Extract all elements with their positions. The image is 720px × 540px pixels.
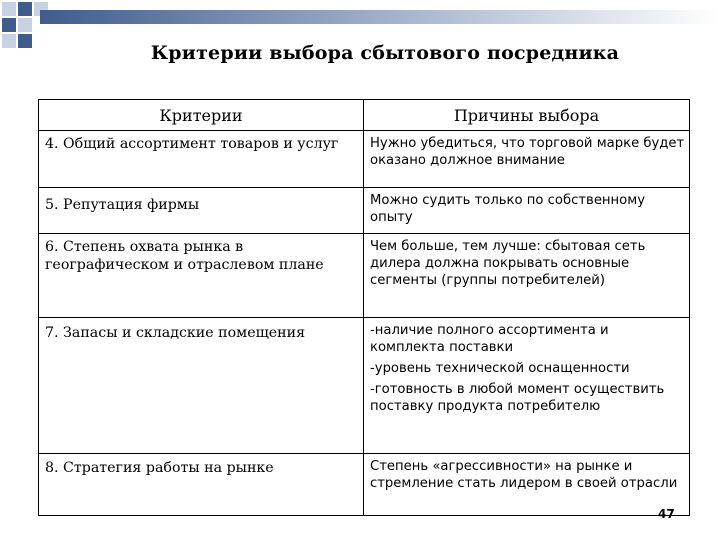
reason-cell: [364, 188, 690, 234]
criterion-cell: 6. Степень охвата рынка в географическом и отраслевом плане: [39, 234, 364, 318]
deco-square-light: [2, 34, 16, 48]
criterion-cell: 7. Запасы и складские помещения: [39, 318, 364, 454]
table-row: [39, 454, 690, 516]
reason-text: -наличие полного ассортимента и комплекта поставки: [370, 323, 609, 355]
table-row: [39, 234, 690, 318]
table-row: [39, 131, 690, 188]
slide-title: Критерии выбора сбытового посредника: [150, 42, 620, 64]
deco-square-dark: [18, 34, 32, 48]
reason-cell: [364, 318, 690, 454]
deco-square-light: [2, 2, 16, 16]
criterion-cell: 8. Стратегия работы на рынке: [39, 454, 364, 516]
deco-square-dark: [18, 2, 32, 16]
reason-text: Можно судить только по собственному опыту: [370, 193, 645, 225]
criteria-table: [38, 99, 690, 516]
reason-cell: [364, 234, 690, 318]
criterion-cell: 4. Общий ассортимент товаров и услуг: [39, 131, 364, 188]
header-criteria: Критерии: [39, 100, 364, 131]
reason-text: Нужно убедиться, что торговой марке будет оказано должное внимание: [370, 136, 685, 168]
reason-cell: [364, 454, 690, 516]
reason-cell: [364, 131, 690, 188]
table-row: [39, 318, 690, 454]
table-row: [39, 188, 690, 234]
header-gradient-bar: [40, 10, 720, 24]
reason-text: Чем больше, тем лучше: сбытовая сеть дилера должна покрывать основные сегменты (группы потребителей): [370, 239, 646, 288]
deco-square-light: [18, 18, 32, 32]
table-header-row: [39, 100, 690, 131]
page-number: 47: [658, 507, 675, 521]
header-reasons: Причины выбора: [364, 100, 690, 131]
criterion-cell: 5. Репутация фирмы: [39, 188, 364, 234]
deco-square-dark: [2, 18, 16, 32]
reason-text: -уровень технической оснащенности: [370, 361, 630, 376]
reason-text: Степень «агрессивности» на рынке и стремление стать лидером в своей отрасли: [370, 459, 678, 491]
reason-text: -готовность в любой момент осуществить поставку продукта потребителю: [370, 382, 665, 414]
gradient-bar-fill: [40, 10, 720, 24]
